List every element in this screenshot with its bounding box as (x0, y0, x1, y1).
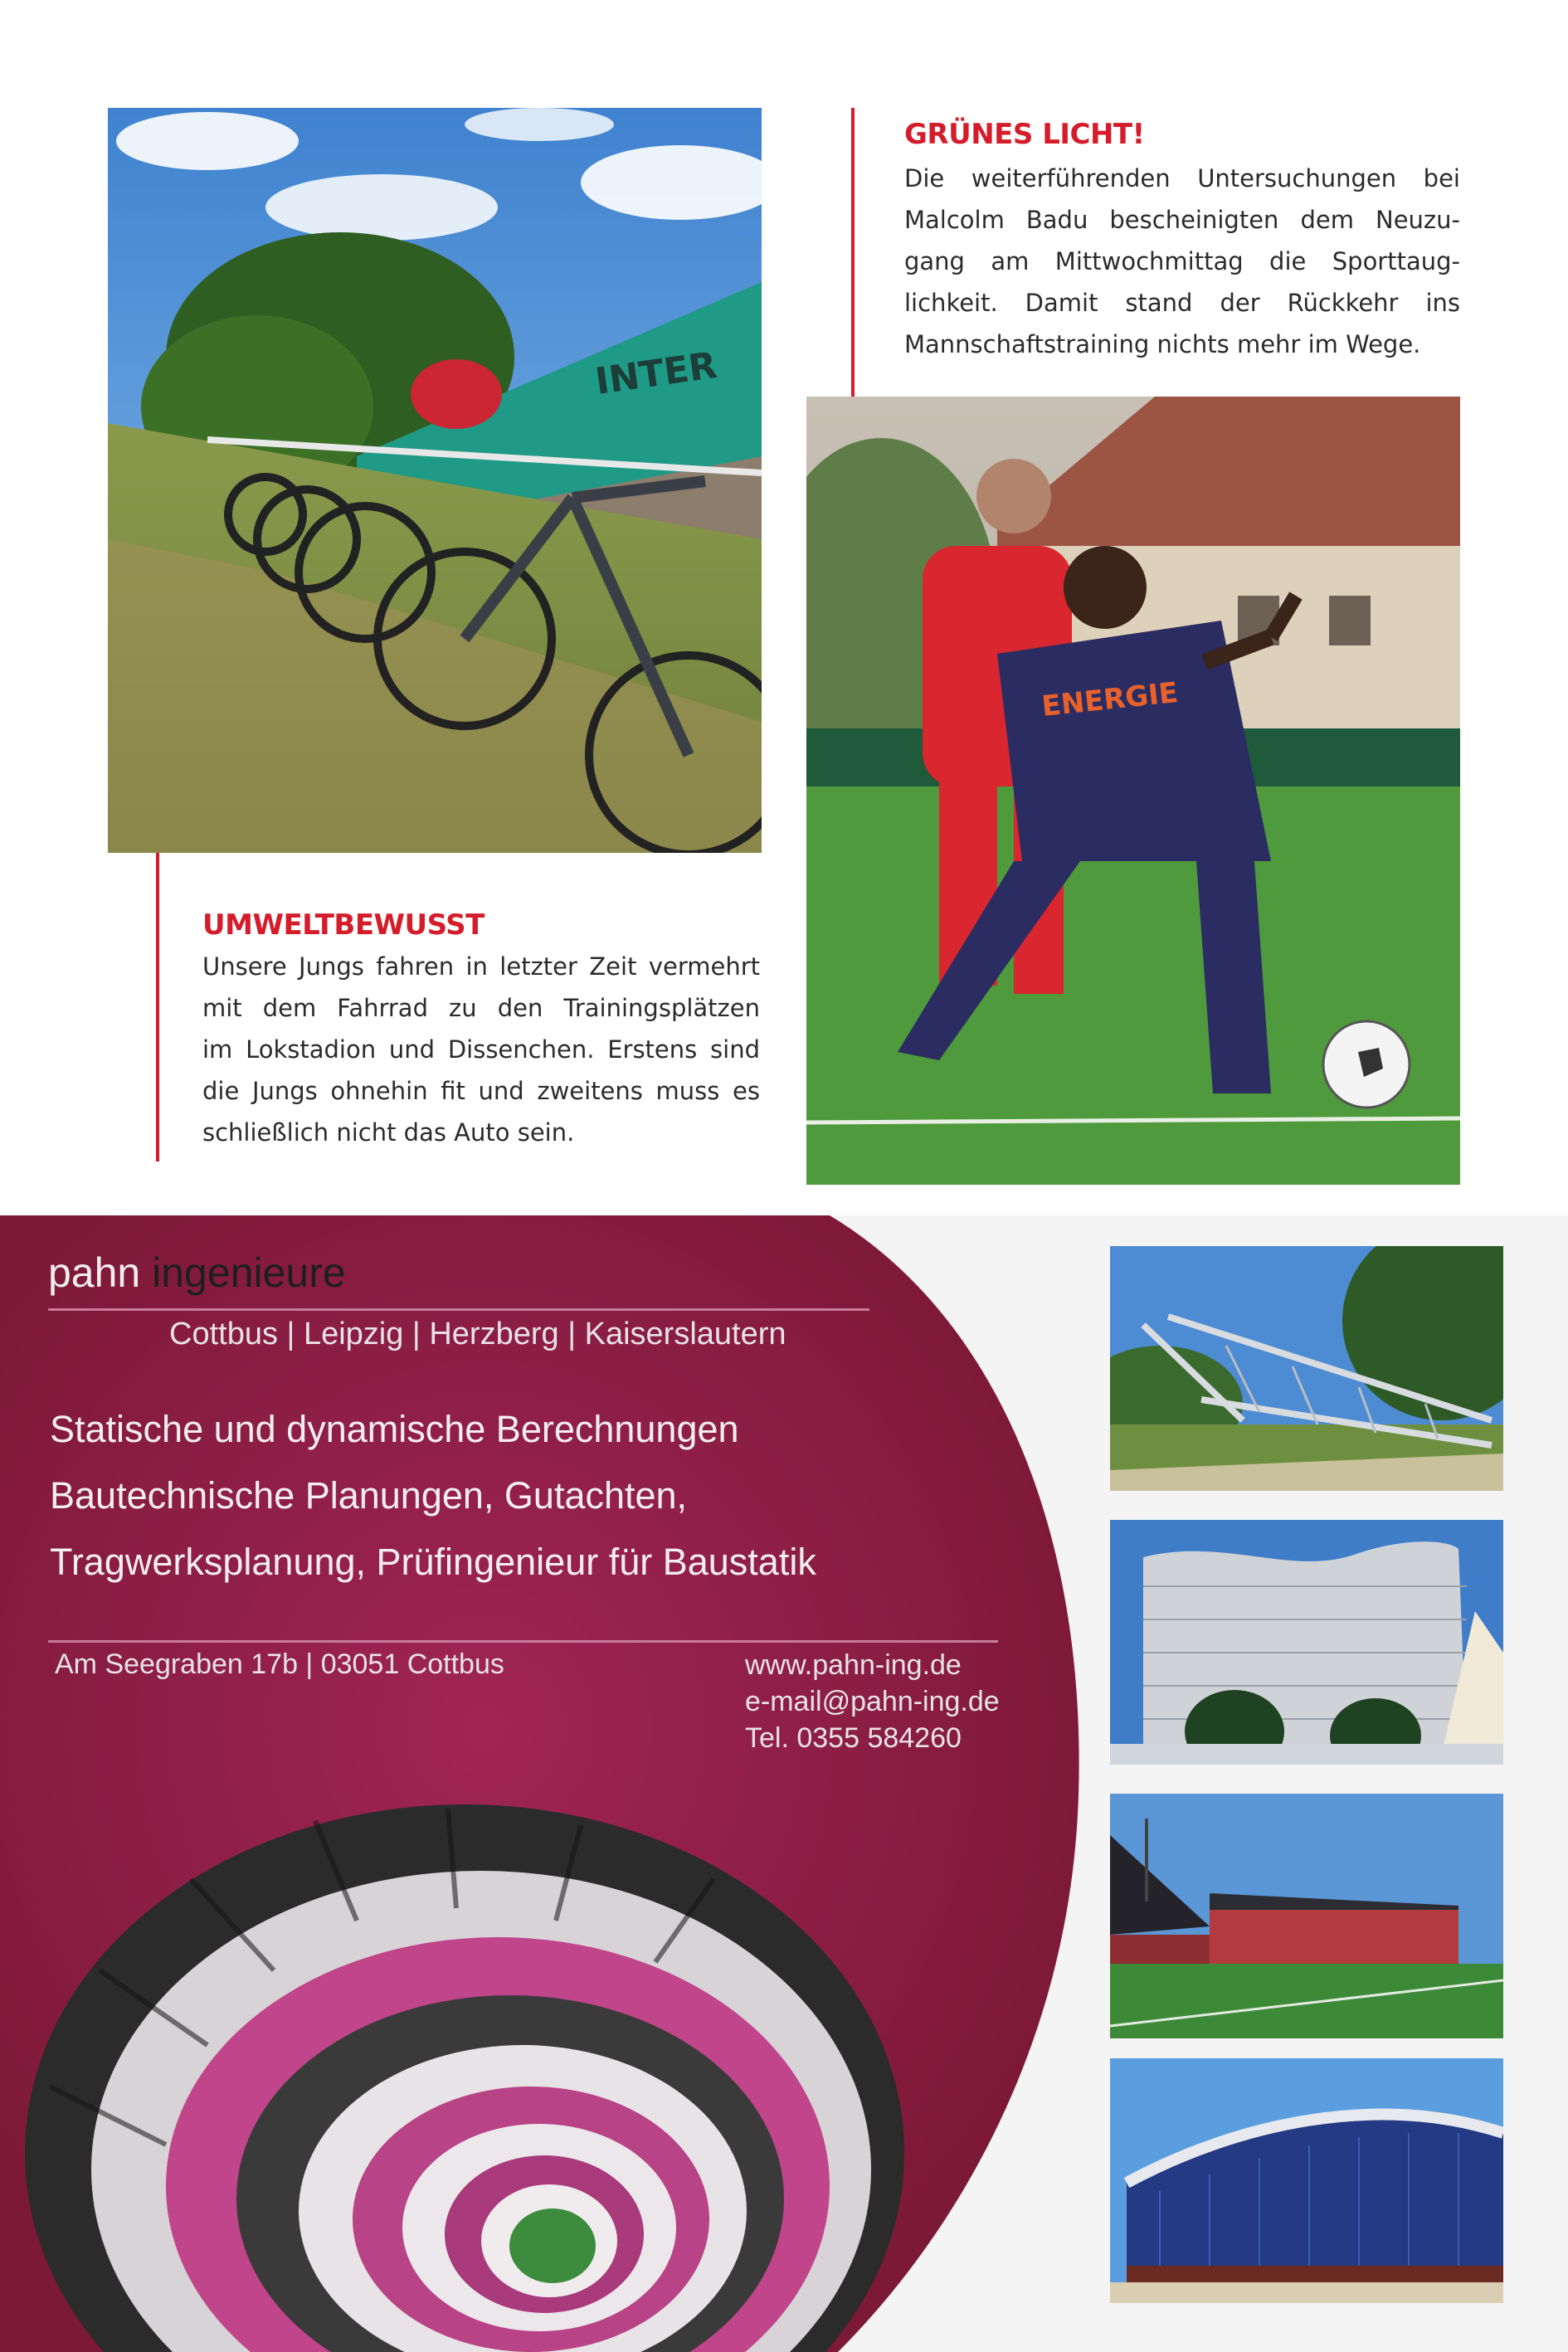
website-link[interactable]: www.pahn-ing.de (745, 1649, 962, 1681)
article-body (904, 158, 1460, 365)
arena-photo (1110, 2058, 1503, 2303)
banner-text: INTER (592, 343, 720, 403)
soccer-photo (806, 397, 1460, 1185)
email-link[interactable]: e-mail@pahn-ing.de (745, 1686, 1000, 1717)
article-line: im Lokstadion und Dissenchen. Erstens sind (202, 1035, 760, 1064)
ad-contact (745, 1647, 1000, 1756)
article-line: schließlich nicht das Auto sein. (202, 1118, 575, 1147)
divider (48, 1640, 998, 1643)
brand-second: ingenieure (152, 1249, 346, 1296)
service-line: Tragwerksplanung, Prüfingenieur für Baustatik (50, 1541, 816, 1583)
article-body (202, 946, 760, 1153)
phone-number: Tel. 0355 584260 (745, 1722, 962, 1754)
article-headline: GRÜNES LICHT! (904, 118, 1145, 151)
article-line: Die weiterführenden Untersuchungen bei (904, 164, 1460, 192)
article-line: Mannschaftstraining nichts mehr im Wege. (904, 330, 1421, 358)
service-line: Bautechnische Planungen, Gutachten, (50, 1474, 688, 1517)
service-line: Statische und dynamische Berechnungen (50, 1408, 739, 1450)
brand-first: pahn (48, 1249, 141, 1296)
article-line: Unsere Jungs fahren in letzter Zeit vermehrt (202, 952, 760, 981)
spiral-staircase-graphic (0, 1215, 1095, 2352)
article-line: gang am Mittwochmittag die Sporttaug- (904, 247, 1460, 275)
accent-bar (156, 853, 159, 1161)
jersey-text: ENERGIE (1040, 675, 1180, 723)
article-line: lichkeit. Damit stand der Rückkehr ins (904, 289, 1460, 317)
advertisement (0, 1215, 1568, 2352)
article-headline: UMWELTBEWUSST (202, 908, 485, 942)
bikes-photo (108, 108, 762, 853)
ad-services (50, 1396, 816, 1595)
library-building-photo (1110, 1520, 1503, 1765)
article-line: die Jungs ohnehin fit und zweitens muss es (202, 1077, 760, 1105)
ad-cities: Cottbus | Leipzig | Herzberg | Kaiserslautern (169, 1317, 786, 1351)
bridge-photo (1110, 1246, 1503, 1491)
article-line: Malcolm Badu bescheinigten dem Neuzu- (904, 206, 1460, 234)
ad-address: Am Seegraben 17b | 03051 Cottbus (55, 1648, 504, 1680)
ad-brand (48, 1249, 346, 1297)
accent-bar (851, 108, 855, 397)
divider (48, 1308, 869, 1311)
stadium-photo (1110, 1794, 1503, 2038)
article-line: mit dem Fahrrad zu den Trainingsplätzen (202, 994, 760, 1022)
